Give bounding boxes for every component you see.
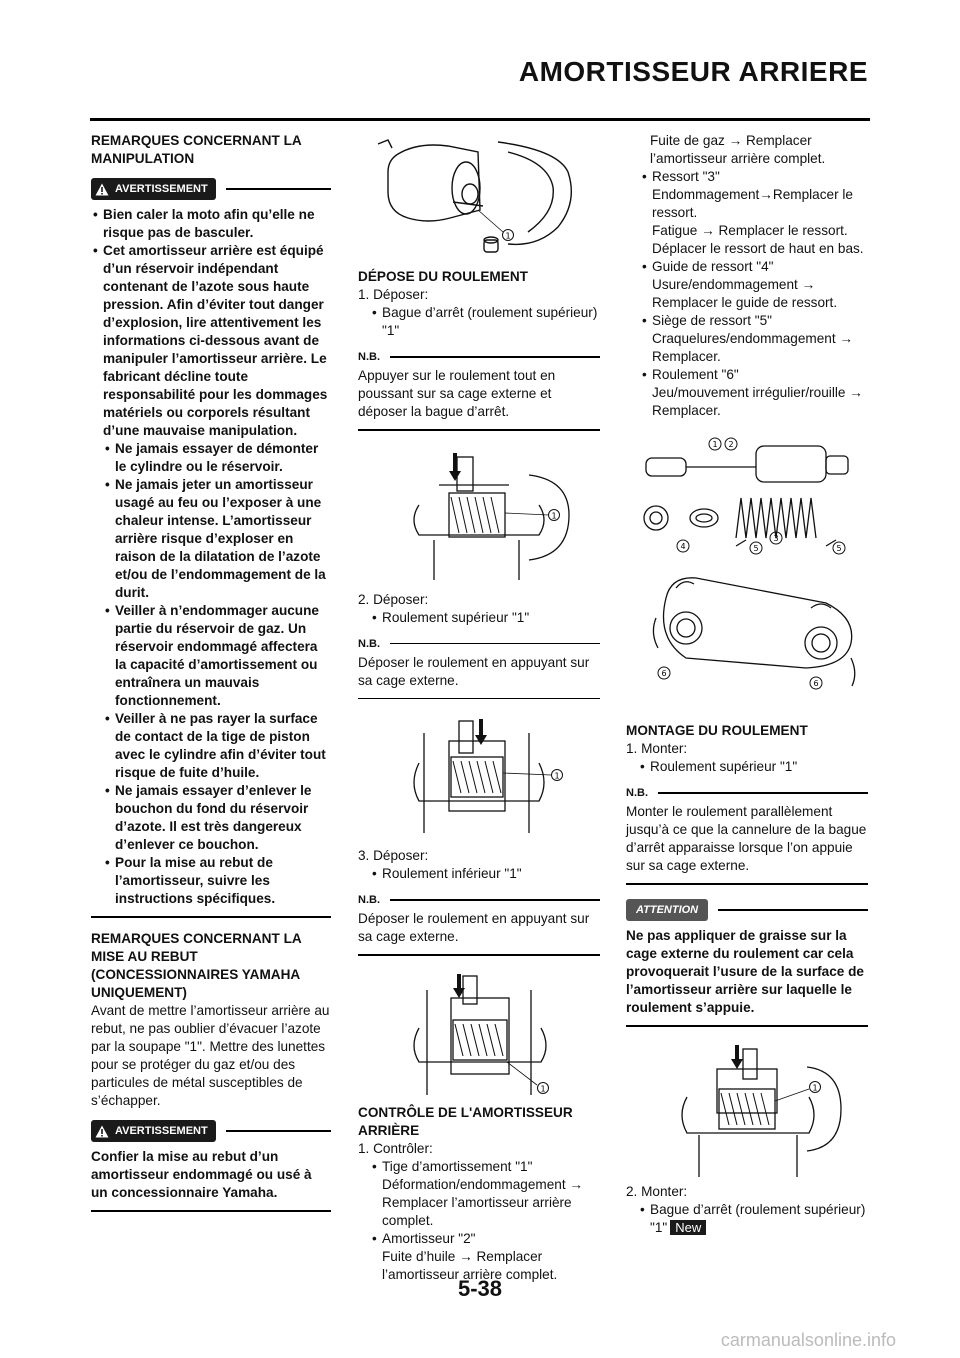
callout-label: 1 — [540, 1084, 546, 1093]
heading-shock-check: CONTRÔLE DE L'AMORTISSEUR ARRIÈRE — [358, 1104, 573, 1138]
step-label: 1. Monter: — [626, 741, 688, 756]
bearing-press-figure-1 — [379, 445, 579, 585]
list-item: • Veiller à ne pas rayer la surface de contact de la tige de piston avec le cylindre afin d’éviter tout risque de fuite d’huile. — [91, 710, 331, 782]
continued-text: Fuite de gaz → Remplacer l’amortisseur arrière complet. — [650, 133, 826, 166]
shock-parts-figure — [626, 428, 868, 718]
step-label: 2. Déposer: — [358, 591, 429, 607]
warning-header — [91, 178, 331, 200]
heading-bearing-removal: DÉPOSE DU ROULEMENT — [358, 269, 528, 284]
step-label: 3. Déposer: — [358, 848, 429, 863]
disposal-paragraph: Avant de mettre l’amortisseur arrière au rebut, ne pas oublier d’évacuer l’azote par la soupape "1". Mettre des lunettes pour se protéger du gaz et/ou des particules de métal susceptibles de s’échapper. — [91, 1003, 330, 1108]
callout-label: 5 — [753, 544, 759, 553]
callout-label: 3 — [773, 534, 779, 543]
bearing-press-figure-3 — [379, 970, 579, 1100]
shock-valve-figure — [358, 132, 600, 262]
list-item: • Ressort "3" Endommagement→Remplacer le ressort. Fatigue → Remplacer le ressort. Déplacer le ressort de haut en bas. — [640, 168, 868, 258]
list-item: • Roulement inférieur "1" — [358, 865, 600, 883]
list-item: • Roulement "6" Jeu/mouvement irrégulier/rouille → Remplacer. — [640, 366, 868, 420]
page-number: 5-38 — [457, 1276, 503, 1301]
callout-label: 2 — [728, 440, 734, 449]
list-item: • Tige d’amortissement "1" Déformation/endommagement → Remplacer l’amortisseur arrière complet. — [358, 1158, 600, 1230]
callout-label: 1 — [812, 1083, 818, 1092]
callout-label: 1 — [554, 771, 560, 781]
callout-label: 4 — [680, 542, 686, 551]
nb-label: N.B. — [626, 787, 648, 799]
nb-label: N.B. — [358, 351, 380, 363]
attention-header — [626, 899, 868, 921]
list-item: • Pour la mise au rebut de l’amortisseur, suivre les instructions spécifiques. — [91, 854, 331, 908]
callout-label: 6 — [661, 669, 667, 678]
heading-bearing-install: MONTAGE DU ROULEMENT — [626, 723, 808, 738]
callout-label: 1 — [551, 511, 557, 520]
warning-label: AVERTISSEMENT — [115, 183, 208, 195]
list-item: • Amortisseur "2" Fuite d’huile → Remplacer l’amortisseur arrière complet. — [358, 1230, 600, 1284]
list-item: • Bien caler la moto afin qu’elle ne risque pas de basculer. — [91, 206, 331, 242]
callout-label: 1 — [505, 231, 511, 241]
step-label: 1. Contrôler: — [358, 1140, 433, 1156]
list-item: • Guide de ressort "4" Usure/endommagement → Remplacer le guide de ressort. — [640, 258, 868, 312]
attention-text: Ne pas appliquer de graisse sur la cage externe du roulement car cela provoquerait l’usure de la surface de l’amortisseur arrière sur laquelle le roulement s’appuie. — [626, 927, 864, 1015]
nb-text: Déposer le roulement en appuyant sur sa cage externe. — [358, 911, 590, 944]
column-left — [91, 132, 331, 1224]
warning-icon — [95, 1125, 109, 1138]
watermark: carmanualsonline.info — [720, 1330, 896, 1350]
nb-text: Déposer le roulement en appuyant sur sa cage externe. — [358, 654, 590, 688]
column-right — [626, 132, 868, 1237]
list-item: • Cet amortisseur arrière est équipé d’un réservoir indépendant contenant de l’azote sous haute pression. Afin d’éviter tout danger d’explosion, lire attentivement les informations ci-dessous avant de manipuler l’amortisseur arrière. Le fabricant décline toute responsabilité pour les dommages matériels ou corporels résultant d’une mauvaise manipulation. — [91, 242, 331, 440]
title-rule — [90, 118, 870, 121]
list-item: • Bague d’arrêt (roulement supérieur) "1" — [358, 304, 600, 340]
nb-text: Monter le roulement parallèlement jusqu’à ce que la cannelure de la bague d’arrêt apparaisse lorsque l’on appuie sur sa cage externe. — [626, 804, 867, 873]
nb-label: N.B. — [358, 637, 380, 650]
warning-list — [91, 206, 331, 440]
warning-badge — [91, 178, 216, 200]
nb-label: N.B. — [358, 894, 380, 906]
callout-label: 6 — [813, 679, 819, 688]
list-item: • Ne jamais essayer de démonter le cylindre ou le réservoir. — [91, 440, 331, 476]
new-part-badge: New — [670, 1220, 706, 1235]
step-label: 2. Monter: — [626, 1183, 688, 1199]
bearing-press-figure-2 — [379, 713, 579, 843]
bearing-install-figure — [647, 1039, 847, 1179]
warning-label: AVERTISSEMENT — [115, 1125, 208, 1137]
heading-handling: REMARQUES CONCERNANT LA MANIPULATION — [91, 133, 302, 166]
list-item: • Veiller à n’endommager aucune partie du réservoir de gaz. Un réservoir endommagé affectera la capacité d’amortissement ou entraînera un mauvais fonctionnement. — [91, 602, 331, 710]
attention-badge: ATTENTION — [626, 899, 708, 921]
list-item: • Bague d’arrêt (roulement supérieur) "1" New — [626, 1201, 868, 1237]
page-title: AMORTISSEUR ARRIERE — [518, 56, 868, 87]
step-label: 1. Déposer: — [358, 287, 429, 302]
warning-disposal-text: Confier la mise au rebut d’un amortisseur endommagé ou usé à un concessionnaire Yamaha. — [91, 1149, 312, 1200]
warning-header-2 — [91, 1120, 331, 1142]
heading-disposal: REMARQUES CONCERNANT LA MISE AU REBUT (CONCESSIONNAIRES YAMAHA UNIQUEMENT) — [91, 931, 302, 1000]
callout-label: 5 — [836, 544, 842, 553]
list-item: • Roulement supérieur "1" — [626, 758, 868, 776]
list-item: • Ne jamais jeter un amortisseur usagé au feu ou l’exposer à une chaleur intense. L’amortisseur arrière risque d’exploser en raison de la dilatation de l’azote et/ou de l’endommagement de la durit. — [91, 476, 331, 602]
callout-label: 1 — [712, 440, 718, 449]
list-item: • Siège de ressort "5" Craquelures/endommagement → Remplacer. — [640, 312, 868, 366]
list-item: • Roulement supérieur "1" — [358, 609, 600, 627]
nb-text: Appuyer sur le roulement tout en poussant sur sa cage externe et déposer la bague d’arrêt. — [358, 368, 556, 419]
warning-icon — [95, 183, 109, 196]
list-item: • Ne jamais essayer d’enlever le bouchon du fond du réservoir d’azote. Il est très dangereux d’enlever ce bouchon. — [91, 782, 331, 854]
warning-sublist — [91, 440, 331, 908]
warning-badge — [91, 1120, 216, 1142]
column-middle — [358, 132, 600, 1284]
